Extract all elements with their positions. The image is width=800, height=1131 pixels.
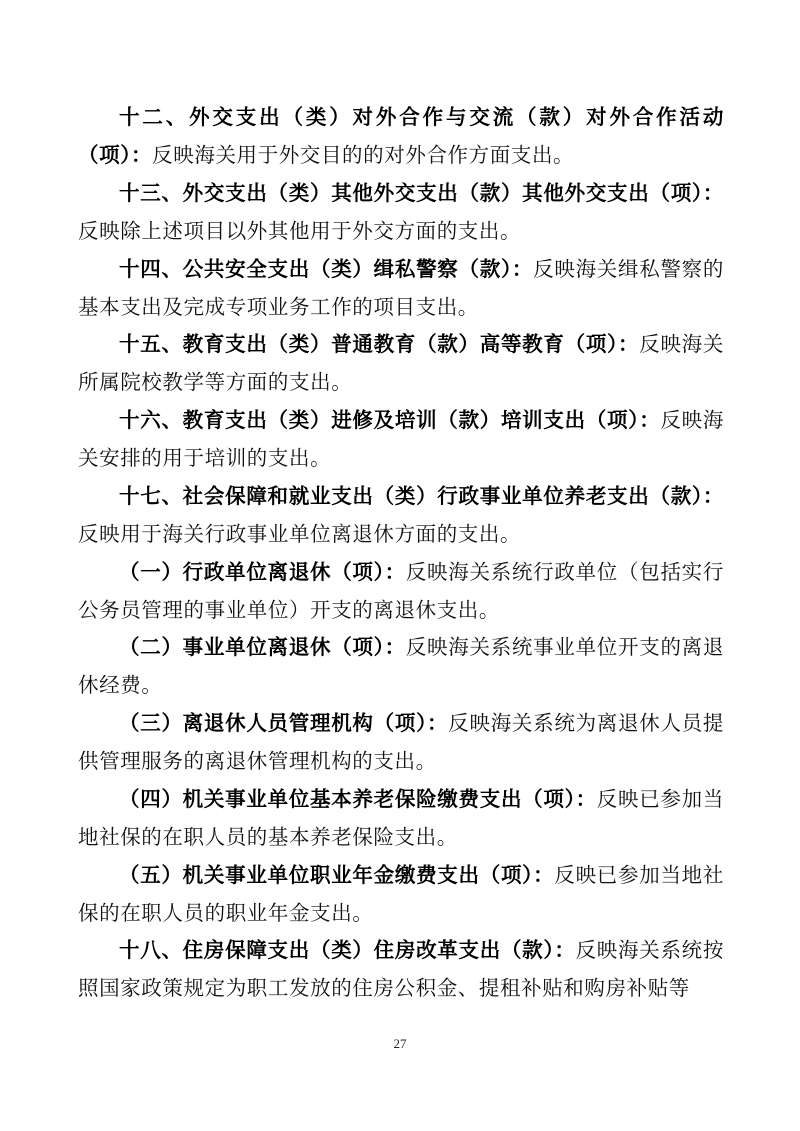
entry-17-2 xyxy=(78,628,724,704)
entry-text: 反映海关系统行政单位（包括实行公务员管理的事业单位）开支的离退休支出。 xyxy=(78,560,724,622)
entry-text: 反映已参加当地社保的在职人员的职业年金支出。 xyxy=(78,863,724,925)
entry-heading: （一）行政单位离退休（项）： xyxy=(119,560,406,584)
entry-text: 反映已参加当地社保的在职人员的基本养老保险支出。 xyxy=(78,787,724,849)
entry-text: 反映海关安排的用于培训的支出。 xyxy=(78,408,724,470)
entry-heading: 十三、外交支出（类）其他外交支出（款）其他外交支出（项）： xyxy=(119,181,724,205)
entry-heading: （二）事业单位离退休（项）： xyxy=(119,635,406,659)
entry-text: 反映海关系统按照国家政策规定为职工发放的住房公积金、提租补贴和购房补贴等 xyxy=(78,938,724,1000)
entry-heading: 十五、教育支出（类）普通教育（款）高等教育（项）： xyxy=(119,332,640,356)
entry-14 xyxy=(78,250,724,326)
entry-text: 反映除上述项目以外其他用于外交方面的支出。 xyxy=(78,219,522,243)
entry-text: 反映海关用于外交目的的对外合作方面支出。 xyxy=(152,143,575,167)
entry-text: 反映海关所属院校教学等方面的支出。 xyxy=(78,332,724,394)
entry-15 xyxy=(78,325,724,401)
entry-18 xyxy=(78,931,724,1007)
entry-17-1 xyxy=(78,553,724,629)
entry-12 xyxy=(78,98,724,174)
entry-17-4 xyxy=(78,780,724,856)
entry-16 xyxy=(78,401,724,477)
entry-heading: 十七、社会保障和就业支出（类）行政事业单位养老支出（款）： xyxy=(119,484,724,508)
entry-heading: 十二、外交支出（类）对外合作与交流（款）对外合作活动（项）： xyxy=(78,105,724,167)
entry-17-5 xyxy=(78,856,724,932)
entry-heading: （五）机关事业单位职业年金缴费支出（项）： xyxy=(119,863,555,887)
entry-heading: 十八、住房保障支出（类）住房改革支出（款）： xyxy=(119,938,576,962)
entry-text: 反映海关系统为离退休人员提供管理服务的离退休管理机构的支出。 xyxy=(78,711,724,773)
entry-heading: 十四、公共安全支出（类）缉私警察（款）： xyxy=(119,257,534,281)
entry-17-3 xyxy=(78,704,724,780)
entry-17 xyxy=(78,477,724,553)
entry-text: 反映用于海关行政事业单位离退休方面的支出。 xyxy=(78,522,522,546)
entry-13 xyxy=(78,174,724,250)
entry-heading: （四）机关事业单位基本养老保险缴费支出（项）： xyxy=(119,787,597,811)
entry-heading: （三）离退休人员管理机构（项）： xyxy=(119,711,449,735)
entry-text: 反映海关系统事业单位开支的离退休经费。 xyxy=(78,635,724,697)
entry-heading: 十六、教育支出（类）进修及培训（款）培训支出（项）： xyxy=(119,408,661,432)
page-number: 27 xyxy=(393,1036,407,1051)
entry-text: 反映海关缉私警察的基本支出及完成专项业务工作的项目支出。 xyxy=(78,257,724,319)
